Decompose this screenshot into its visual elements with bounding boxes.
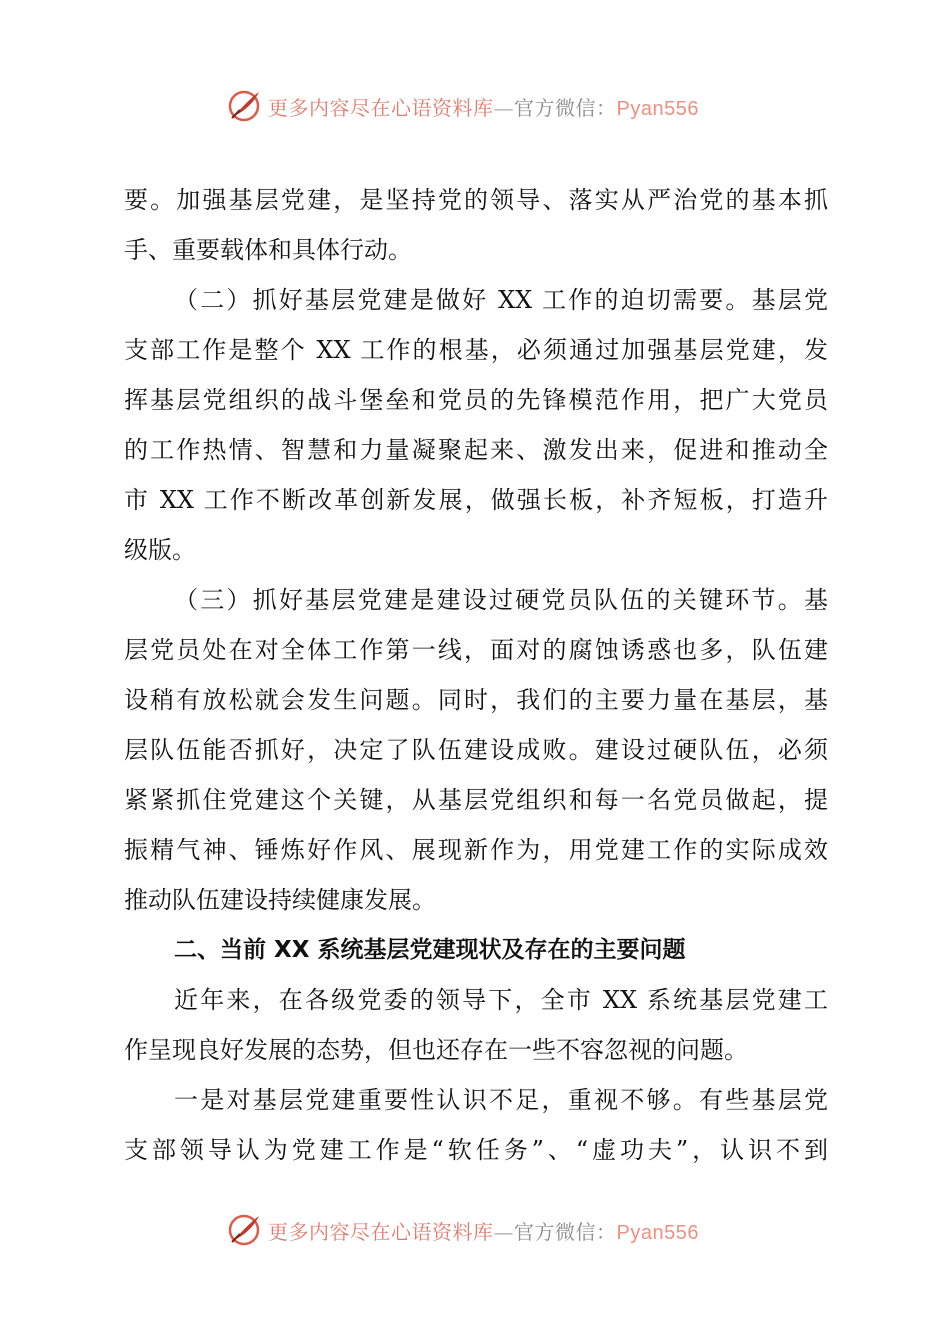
watermark-banner-top [226, 86, 746, 126]
watermark-wechat-id: Pyan556 [616, 97, 699, 120]
watermark-banner-bottom [226, 1210, 746, 1250]
text-line: 市 XX 工作不断改革创新发展，做强长板，补齐短板，打造升 [124, 486, 828, 514]
watermark-library-name: 更多内容尽在心语资料库 [268, 95, 494, 120]
watermark-wechat-id: Pyan556 [616, 1221, 699, 1244]
text-line: 一是对基层党建重要性认识不足，重视不够。有些基层党 [174, 1086, 828, 1114]
watermark-wechat-label: 官方微信： [514, 95, 617, 120]
text-line: 作呈现良好发展的态势，但也还存在一些不容忽视的问题。 [124, 1036, 748, 1064]
section-heading: 二、当前 XX 系统基层党建现状及存在的主要问题 [174, 937, 686, 963]
document-body [124, 175, 828, 1175]
text-line: 近年来，在各级党委的领导下，全市 XX 系统基层党建工 [174, 986, 828, 1014]
text-line: 支部领导认为党建工作是“软任务”、“虚功夫”，认识不到 [124, 1136, 828, 1164]
text-line: 挥基层党组织的战斗堡垒和党员的先锋模范作用，把广大党员 [124, 386, 828, 414]
quill-pen-logo-icon [226, 1212, 262, 1248]
text-line: 支部工作是整个 XX 工作的根基，必须通过加强基层党建，发 [124, 336, 828, 364]
text-line: 设稍有放松就会发生问题。同时，我们的主要力量在基层，基 [124, 686, 828, 714]
quill-pen-logo-icon [226, 88, 262, 124]
text-line: 要。加强基层党建，是坚持党的领导、落实从严治党的基本抓 [124, 186, 828, 214]
text-line: 层队伍能否抓好，决定了队伍建设成败。建设过硬队伍，必须 [124, 736, 828, 764]
text-line: 手、重要载体和具体行动。 [124, 236, 412, 264]
watermark-dash: — [493, 1219, 514, 1244]
watermark-library-name: 更多内容尽在心语资料库 [268, 1219, 494, 1244]
watermark-wechat-label: 官方微信： [514, 1219, 617, 1244]
text-line: 振精气神、锤炼好作风、展现新作为，用党建工作的实际成效 [124, 836, 828, 864]
text-line: （三）抓好基层党建是建设过硬党员队伍的关键环节。基 [174, 586, 828, 614]
text-line: 的工作热情、智慧和力量凝聚起来、激发出来，促进和推动全 [124, 436, 828, 464]
watermark-text [268, 92, 699, 121]
watermark-text [268, 1216, 699, 1245]
text-line: 推动队伍建设持续健康发展。 [124, 886, 436, 914]
text-line: （二）抓好基层党建是做好 XX 工作的迫切需要。基层党 [174, 286, 828, 314]
text-line: 层党员处在对全体工作第一线，面对的腐蚀诱惑也多，队伍建 [124, 636, 828, 664]
watermark-dash: — [493, 95, 514, 120]
text-line: 级版。 [124, 536, 196, 564]
text-line: 紧紧抓住党建这个关键，从基层党组织和每一名党员做起，提 [124, 786, 828, 814]
